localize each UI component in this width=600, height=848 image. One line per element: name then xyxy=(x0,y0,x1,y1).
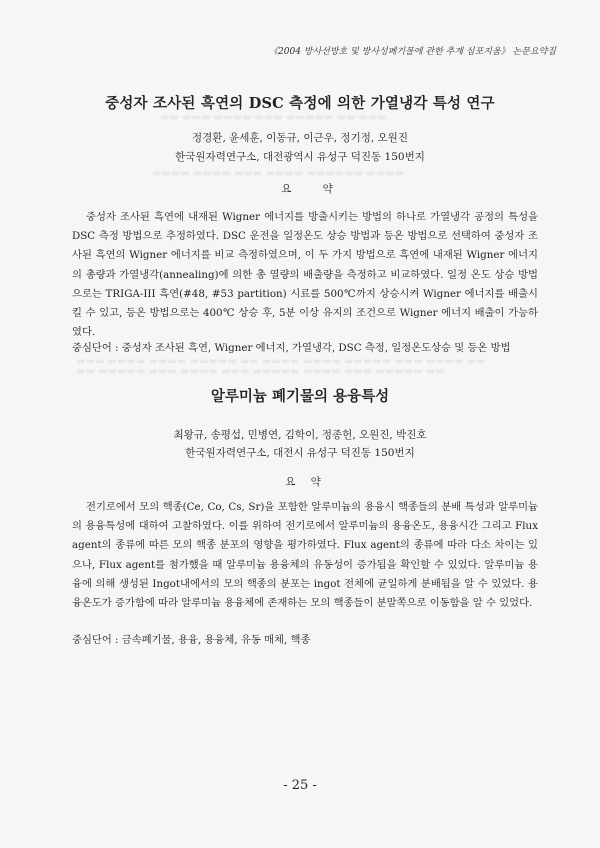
paper1-abstract-text: 중성자 조사된 흑연에 내재된 Wigner 에너지를 방출시키는 방법의 하나로 가열냉각 공정의 특성을 DSC 측정 방법으로 추정하였다. DSC 운전을 일정온도 상승 방법과 등온 방법으로 선택하여 중성자 조사된 흑연의 Wigner 에너지를 비교 측정하였으며, 이 두 가지 방법으로 흑연에 내재된 Wigner 에너지의 총량과 가열냉각(annealing)에 의한 총 열량의 배출량을 측정하고 비교하였다. 일정 온도 상승 방법으로는 TRIGA-III 흑연(#48, #53 partition) 시료를 500℃까지 상승시켜 Wigner 에너지를 배출시킬 수 있고, 등온 방법으로는 400℃ 상승 후, 5분 이상 유지의 조건으로 Wigner 에너지 배출이 가능하였다. xyxy=(72,211,538,339)
paper1-title: 중성자 조사된 흑연의 DSC 측정에 의한 가열냉각 특성 연구 xyxy=(105,95,495,112)
bleed-through-text: ▬▬ ▬▬▬ ▬▬▬▬ ▬▬▬ ▬▬▬▬▬ ▬▬ ▬▬▬ xyxy=(160,112,387,123)
paper2-abstract-heading: 요 약 xyxy=(285,476,327,488)
paper1-abstract-heading: 요 약 xyxy=(281,183,347,195)
running-header: 《2004 방사선방호 및 방사성폐기물에 관한 추계 심포지움》 논문요약집 xyxy=(269,47,556,57)
paper1-abstract xyxy=(72,208,538,342)
page-number: - 25 - xyxy=(283,778,317,793)
paper1-authors: 정경환, 윤세훈, 이동규, 이근우, 정기정, 오원진 xyxy=(192,132,408,144)
paper2-keywords: 중심단어 : 금속폐기물, 용융, 용융체, 유동 매체, 핵종 xyxy=(72,634,311,646)
paper2-affiliation: 한국원자력연구소, 대전시 유성구 덕진동 150번지 xyxy=(185,447,415,459)
paper1-keywords: 중심단어 : 중성자 조사된 흑연, Wigner 에너지, 가열냉각, DSC 측정, 일정온도상승 및 등온 방법 xyxy=(72,342,511,354)
paper2-abstract-text: 전기로에서 모의 핵종(Ce, Co, Cs, Sr)을 포함한 알루미늄의 용융시 핵종들의 분배 특성과 알루미늄의 용융특성에 대하여 고찰하였다. 이를 위하여 전기로에서 알루미늄의 용융온도, 용융시간 그리고 Flux agent의 종류에 따른 모의 핵종 분포의 영향을 평가하였다. Flux agent의 종류에 따라 다소 차이는 있으나, Flux agent를 첨가했을 때 알루미늄 용융체의 유동성이 증가됨을 확인할 수 있었다. 알루미늄 용융에 의해 생성된 Ingot내에서의 모의 핵종의 분포는 ingot 전체에 균일하게 분배됨을 알 수 있었다. 용융온도가 증가함에 따라 알루미늄 용융체에 존재하는 모의 핵종들이 분말쪽으로 이동함을 알 수 있었다. xyxy=(72,501,538,610)
paper2-title: 알루미늄 폐기물의 용융특성 xyxy=(210,388,390,405)
bleed-through-text: ▬▬▬▬ ▬▬▬▬ ▬▬▬ ▬▬▬▬ ▬▬▬▬▬▬ ▬▬▬▬ xyxy=(152,168,405,179)
bleed-through-text: ▬▬ ▬▬▬▬▬ ▬▬▬ ▬▬▬▬ ▬▬▬ ▬▬▬▬▬ ▬▬▬▬ ▬▬▬ ▬▬▬▬▬ ▬▬ xyxy=(76,366,445,377)
bleed-through-text: ▬▬▬ ▬▬▬▬ ▬▬▬▬ ▬▬▬▬▬ ▬▬ ▬▬▬▬ ▬▬▬▬ ▬▬▬▬▬ ▬▬▬ ▬▬▬▬ ▬▬ xyxy=(76,356,486,367)
paper1-affiliation: 한국원자력연구소, 대전광역시 유성구 덕진동 150번지 xyxy=(175,151,425,163)
paper2-abstract xyxy=(72,498,538,613)
paper2-authors: 최왕규, 송평섭, 민병연, 김학이, 정종헌, 오원진, 박진호 xyxy=(173,429,427,441)
